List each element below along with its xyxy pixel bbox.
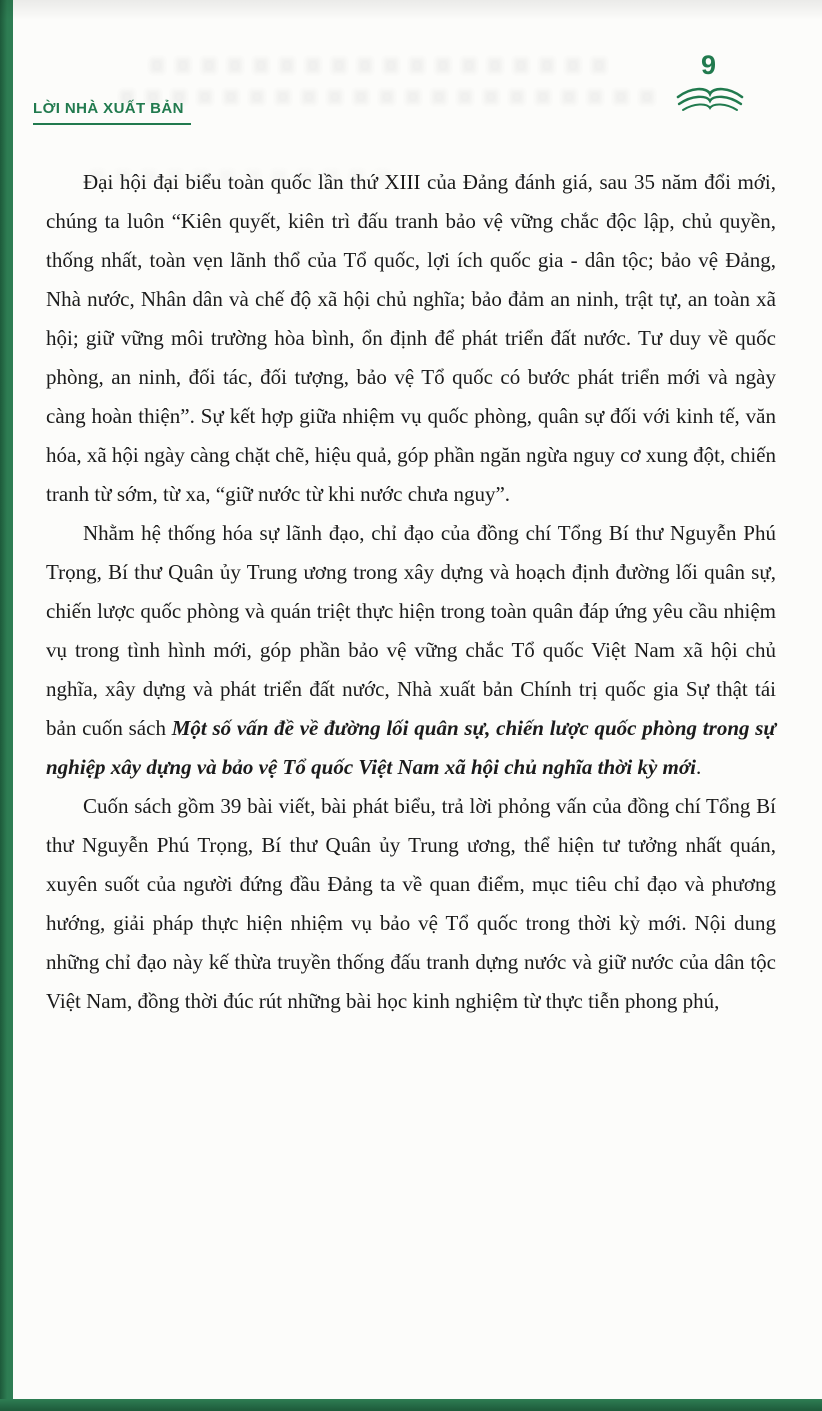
- open-book-icon: [674, 84, 746, 116]
- paragraph-1-text: Đại hội đại biểu toàn quốc lần thứ XIII của Đảng đánh giá, sau 35 năm đổi mới, chúng ta luôn “Kiên quyết, kiên trì đấu tranh bảo vệ vững chắc độc lập, chủ quyền, thống nhất, toàn vẹn lãnh thổ của Tổ quốc, lợi ích quốc gia - dân tộc; bảo vệ Đảng, Nhà nước, Nhân dân và chế độ xã hội chủ nghĩa; bảo đảm an ninh, trật tự, an toàn xã hội; giữ vững môi trường hòa bình, ổn định để phát triển đất nước. Tư duy về quốc phòng, an ninh, đối tác, đối tượng, bảo vệ Tổ quốc có bước phát triển mới và ngày càng hoàn thiện”. Sự kết hợp giữa nhiệm vụ quốc phòng, quân sự đối với kinh tế, văn hóa, xã hội ngày càng chặt chẽ, hiệu quả, góp phần ngăn ngừa nguy cơ xung đột, chiến tranh từ sớm, từ xa, “giữ nước từ khi nước chưa nguy”.: [46, 170, 776, 506]
- page-number: 9: [701, 50, 717, 80]
- page-bleed-through: [120, 90, 660, 104]
- paragraph-1: [46, 163, 776, 514]
- book-cover-bottom-edge: [0, 1399, 822, 1411]
- scan-top-shadow: [0, 0, 822, 20]
- paragraph-2-text: Nhằm hệ thống hóa sự lãnh đạo, chỉ đạo của đồng chí Tổng Bí thư Nguyễn Phú Trọng, Bí thư Quân ủy Trung ương trong xây dựng và hoạch định đường lối quân sự, chiến lược quốc phòng và quán triệt thực hiện trong toàn quân đáp ứng yêu cầu nhiệm vụ trong tình hình mới, góp phần bảo vệ vững chắc Tổ quốc Việt Nam xã hội chủ nghĩa, xây dựng và phát triển đất nước, Nhà xuất bản Chính trị quốc gia Sự thật tái bản cuốn sách: [46, 521, 776, 740]
- paragraph-3-text: Cuốn sách gồm 39 bài viết, bài phát biểu, trả lời phỏng vấn của đồng chí Tổng Bí thư Nguyễn Phú Trọng, Bí thư Quân ủy Trung ương, thể hiện tư tưởng nhất quán, xuyên suốt của người đứng đầu Đảng ta về quan điểm, mục tiêu chỉ đạo và phương hướng, giải pháp thực hiện nhiệm vụ bảo vệ Tổ quốc trong thời kỳ mới. Nội dung những chỉ đạo này kế thừa truyền thống đấu tranh dựng nước và giữ nước của dân tộc Việt Nam, đồng thời đúc rút những bài học kinh nghiệm từ thực tiễn phong phú,: [46, 794, 776, 1013]
- book-cover-left-edge: [0, 0, 13, 1411]
- paragraph-3: [46, 787, 776, 1021]
- running-header-title: LỜI NHÀ XUẤT BẢN: [33, 100, 184, 117]
- paragraph-2-period: .: [696, 755, 702, 779]
- book-title-emphasis: Một số vấn đề về đường lối quân sự, chiến lược quốc phòng trong sự nghiệp xây dựng và bảo vệ Tổ quốc Việt Nam xã hội chủ nghĩa thời kỳ mới: [46, 716, 776, 779]
- header-rule: [33, 123, 191, 125]
- paragraph-2: [46, 514, 776, 787]
- page-body: [46, 163, 776, 1021]
- page-bleed-through: [150, 58, 610, 73]
